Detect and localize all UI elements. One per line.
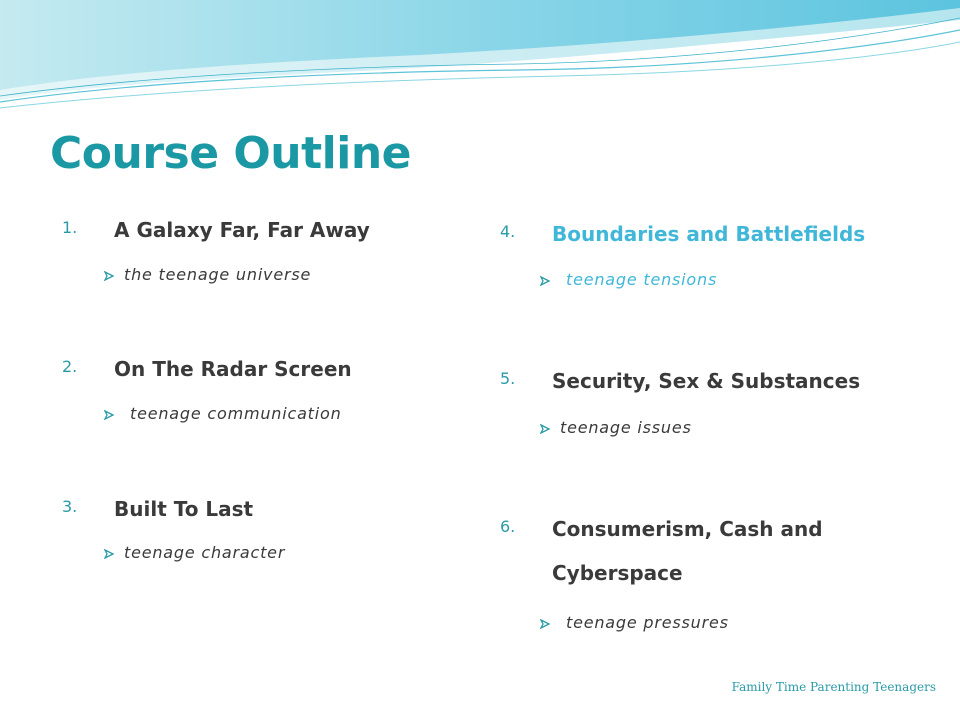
subitem-text: teenage pressures (566, 613, 729, 632)
outline-subitem-6 (540, 613, 729, 632)
arrow-bullet-icon (540, 276, 550, 286)
arrow-bullet-icon (540, 424, 550, 434)
arrow-bullet-icon (104, 271, 114, 281)
subitem-text: teenage tensions (566, 270, 718, 289)
outline-subitem-4 (540, 270, 717, 289)
outline-subitem-3 (104, 543, 285, 562)
subitem-text: the teenage universe (124, 265, 312, 284)
item-number: 3. (62, 497, 78, 516)
header-wave-decoration (0, 0, 960, 120)
item-number: 6. (500, 517, 516, 536)
item-number: 1. (62, 218, 78, 237)
item-heading: A Galaxy Far, Far Away (114, 218, 370, 242)
outline-subitem-2 (104, 404, 342, 423)
item-number: 5. (500, 369, 516, 388)
subitem-text: teenage communication (130, 404, 342, 423)
footer-text: Family Time Parenting Teenagers (731, 680, 936, 694)
item-heading: On The Radar Screen (114, 357, 352, 381)
arrow-bullet-icon (104, 410, 114, 420)
item-heading: Security, Sex & Substances (552, 369, 861, 393)
item-heading-line-1: Consumerism, Cash and (552, 517, 823, 541)
item-heading-line-2: Cyberspace (552, 561, 683, 585)
outline-subitem-5 (540, 418, 692, 437)
subitem-text: teenage character (124, 543, 286, 562)
outline-subitem-1 (104, 265, 311, 284)
arrow-bullet-icon (104, 549, 114, 559)
subitem-text: teenage issues (560, 418, 692, 437)
item-number: 4. (500, 222, 516, 241)
item-number: 2. (62, 357, 78, 376)
item-heading: Built To Last (114, 497, 254, 521)
item-heading: Boundaries and Battlefields (552, 222, 866, 246)
slide-title: Course Outline (50, 128, 411, 179)
arrow-bullet-icon (540, 619, 550, 629)
